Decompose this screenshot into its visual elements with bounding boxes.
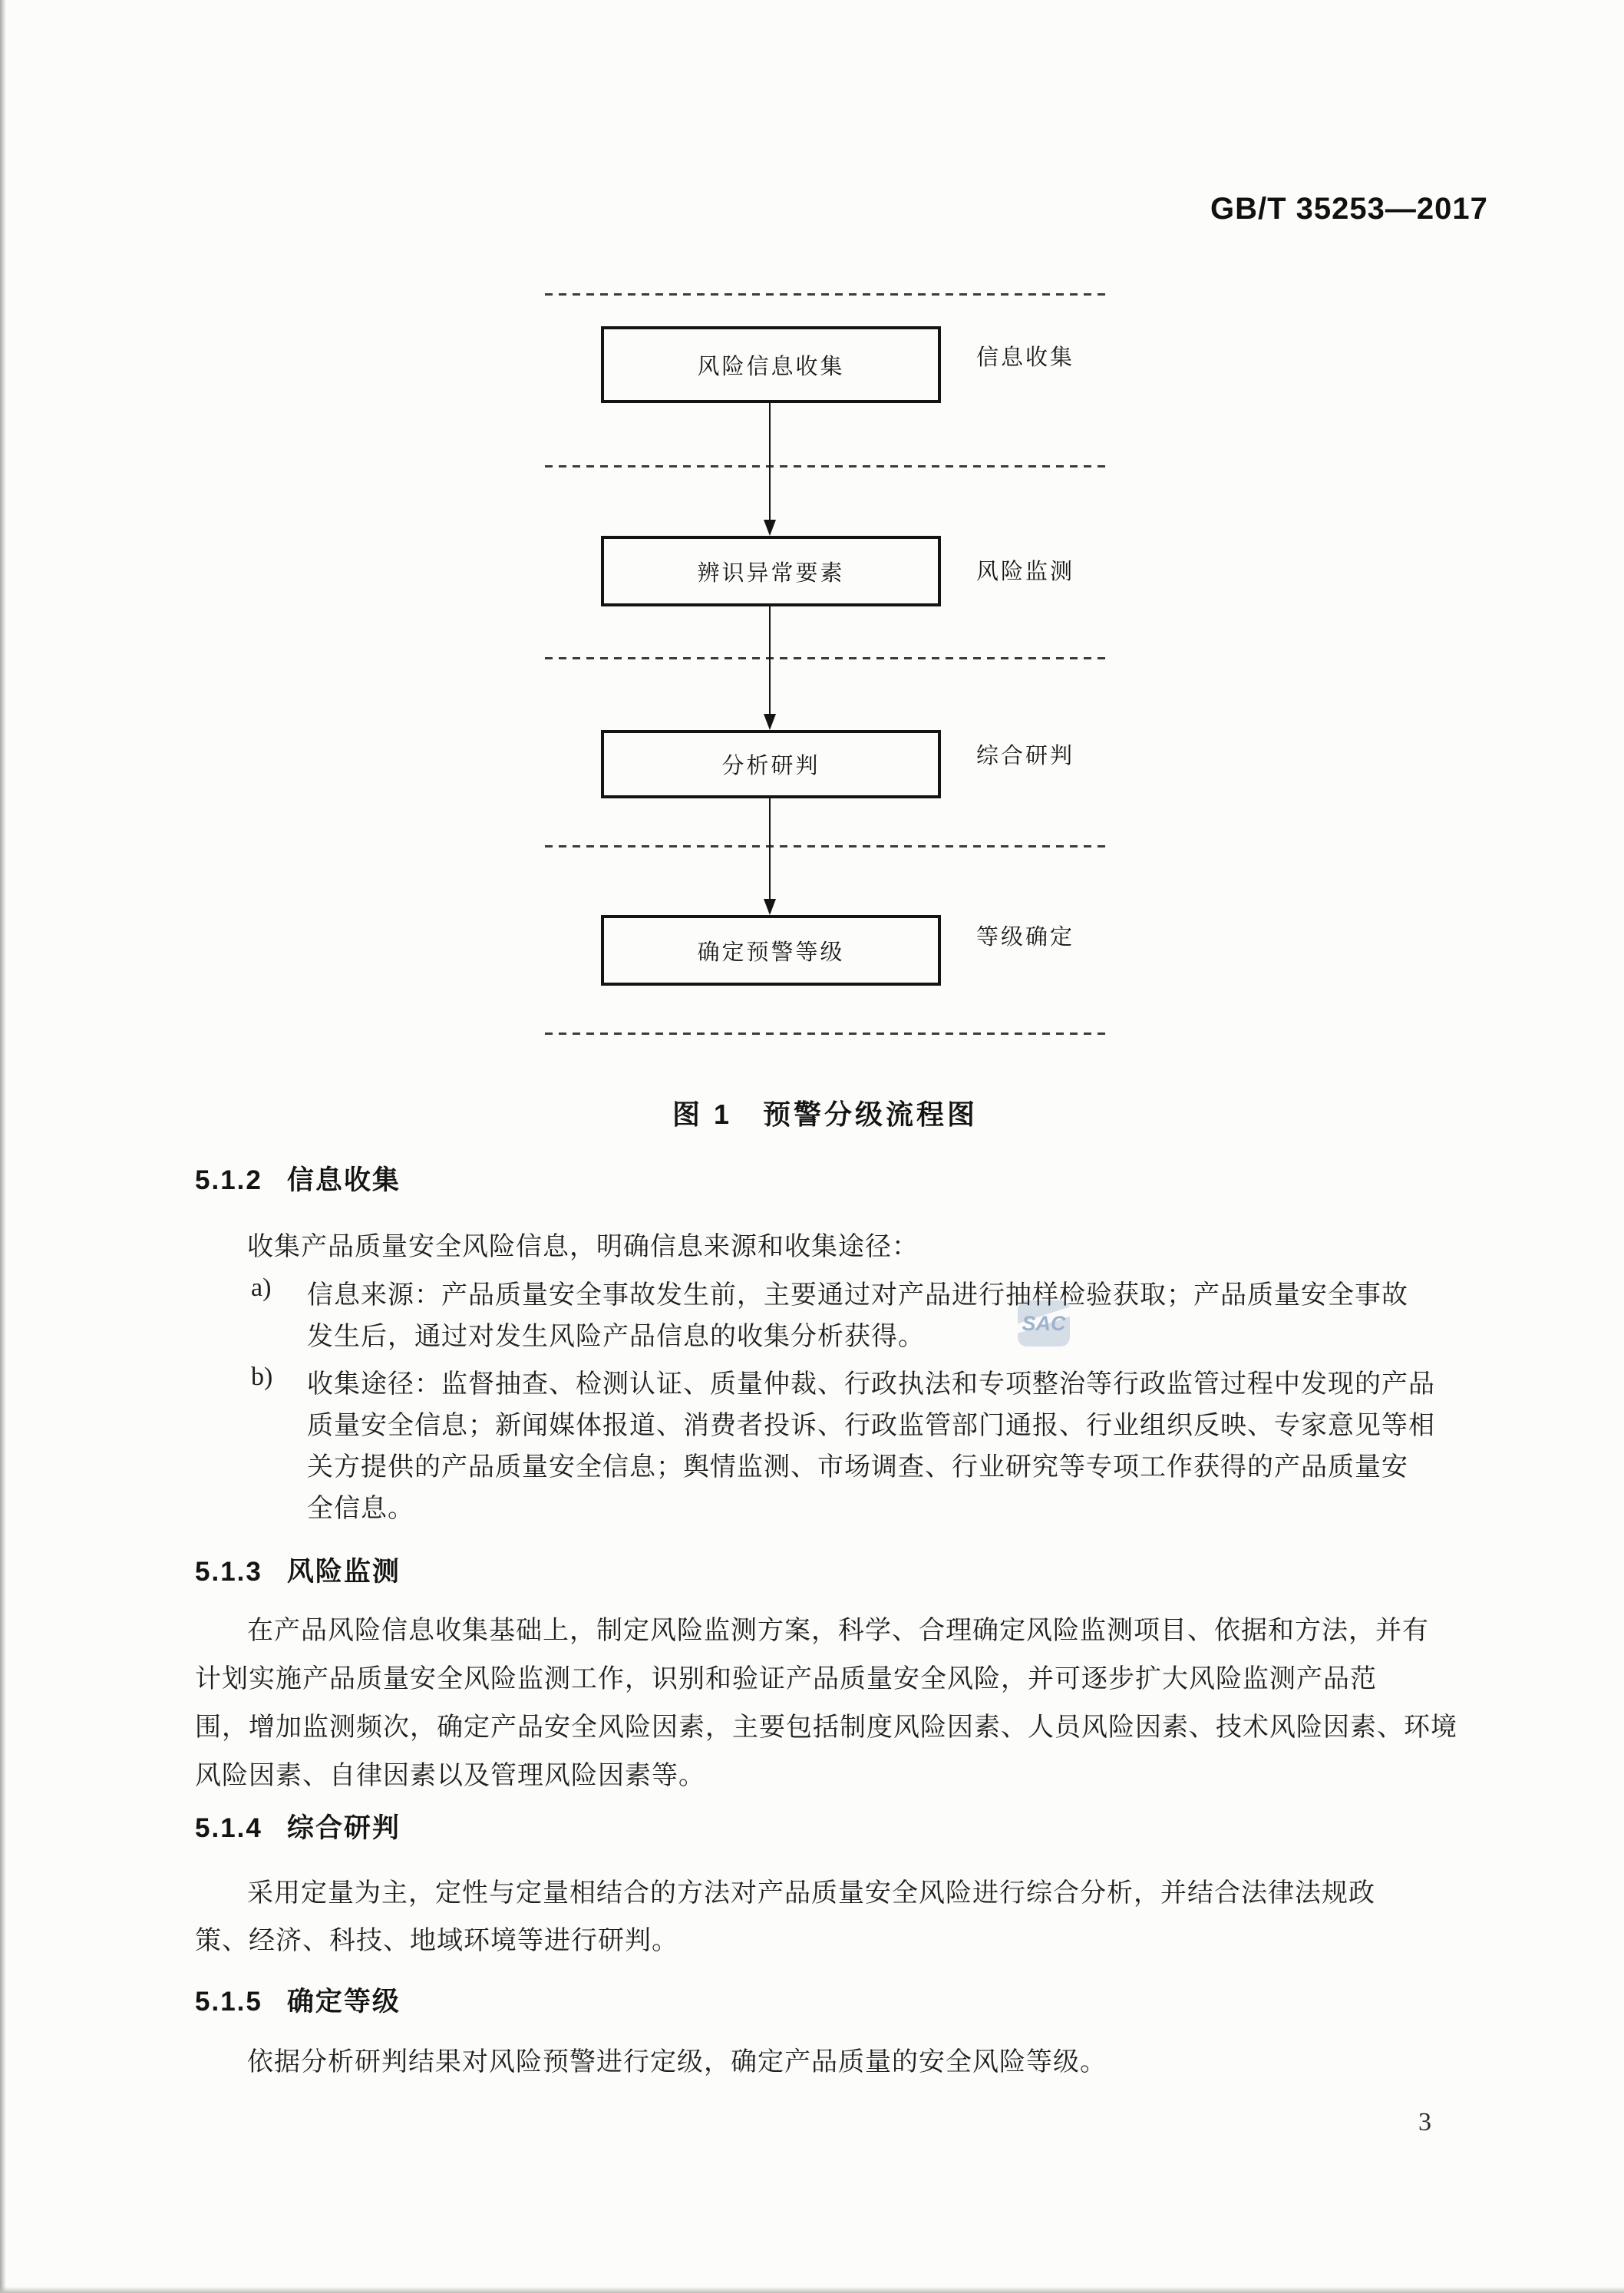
list-item-line: 信息来源：产品质量安全事故发生前，主要通过对产品进行抽样检验获取；产品质量安全事故	[307, 1281, 1408, 1310]
section-title: 信息收集	[286, 1165, 401, 1195]
flow-box-risk-info-collection: 风险信息收集	[601, 326, 941, 403]
paragraph-line: 依据分析研判结果对风险预警进行定级，确定产品质量的安全风险等级。	[247, 2048, 1107, 2077]
stage-divider-5	[545, 1033, 1105, 1035]
stage-divider-3	[545, 657, 1105, 659]
paragraph-line: 风险因素、自律因素以及管理风险因素等。	[195, 1762, 705, 1790]
flow-arrow-head-3	[764, 899, 776, 915]
section-number: 5.1.5	[195, 1987, 262, 2017]
scan-edge-left	[0, 0, 6, 2293]
paragraph-line: 收集产品质量安全风险信息，明确信息来源和收集途径：	[247, 1233, 919, 1261]
stage-label-comprehensive-judgment: 综合研判	[976, 744, 1075, 768]
paragraph-line: 围，增加监测频次，确定产品安全风险因素，主要包括制度风险因素、人员风险因素、技术风险因素、环境	[195, 1713, 1457, 1742]
list-marker-b: b)	[251, 1363, 273, 1391]
section-heading-5-1-3	[195, 1551, 401, 1589]
flow-arrow-head-2	[764, 714, 776, 730]
section-title: 风险监测	[286, 1557, 401, 1587]
list-item-line: 全信息。	[307, 1495, 414, 1523]
paragraph-line: 策、经济、科技、地域环境等进行研判。	[195, 1927, 678, 1955]
list-item-line: 关方提供的产品质量安全信息；舆情监测、市场调查、行业研究等专项工作获得的产品质量安	[307, 1453, 1408, 1482]
paragraph-line: 计划实施产品质量安全风险监测工作，识别和验证产品质量安全风险，并可逐步扩大风险监测产品范	[195, 1665, 1377, 1693]
stage-divider-1	[545, 293, 1105, 296]
list-item-line: 发生后，通过对发生风险产品信息的收集分析获得。	[307, 1323, 925, 1351]
list-item-line: 收集途径：监督抽查、检测认证、质量仲裁、行政执法和专项整治等行政监管过程中发现的产品	[307, 1370, 1435, 1399]
stage-label-risk-monitoring: 风险监测	[976, 560, 1075, 584]
section-title: 综合研判	[286, 1813, 401, 1843]
section-heading-5-1-5	[195, 1981, 401, 2019]
flow-arrow-line-1	[769, 403, 771, 520]
stage-divider-2	[545, 465, 1105, 468]
sac-watermark-text: SAC	[1022, 1311, 1066, 1335]
scan-edge-bottom	[0, 2287, 1624, 2293]
list-marker-a: a)	[251, 1274, 272, 1302]
standard-code-header: GB/T 35253—2017	[1210, 192, 1488, 226]
section-number: 5.1.4	[195, 1813, 262, 1843]
figure-caption: 图 1 预警分级流程图	[672, 1099, 979, 1130]
paragraph-line: 在产品风险信息收集基础上，制定风险监测方案，科学、合理确定风险监测项目、依据和方法，并有	[247, 1617, 1429, 1645]
section-title: 确定等级	[286, 1987, 401, 2017]
flow-box-analysis-judgment: 分析研判	[601, 730, 941, 798]
flow-arrow-line-2	[769, 606, 771, 714]
stage-label-info-collection: 信息收集	[976, 345, 1075, 370]
stage-label-level-determination: 等级确定	[976, 925, 1075, 950]
section-number: 5.1.3	[195, 1557, 262, 1587]
list-item-line: 质量安全信息；新闻媒体报道、消费者投诉、行政监管部门通报、行业组织反映、专家意见等相	[307, 1412, 1435, 1440]
flow-arrow-head-1	[764, 520, 776, 536]
paragraph-line: 采用定量为主，定性与定量相结合的方法对产品质量安全风险进行综合分析，并结合法律法规政	[247, 1879, 1375, 1908]
flow-box-identify-abnormal-factors: 辨识异常要素	[601, 536, 941, 606]
stage-divider-4	[545, 845, 1105, 847]
section-heading-5-1-2	[195, 1159, 401, 1198]
flow-arrow-line-3	[769, 798, 771, 899]
section-number: 5.1.2	[195, 1165, 262, 1195]
flow-box-determine-warning-level: 确定预警等级	[601, 915, 941, 986]
section-heading-5-1-4	[195, 1807, 401, 1845]
page-number: 3	[1418, 2108, 1431, 2136]
